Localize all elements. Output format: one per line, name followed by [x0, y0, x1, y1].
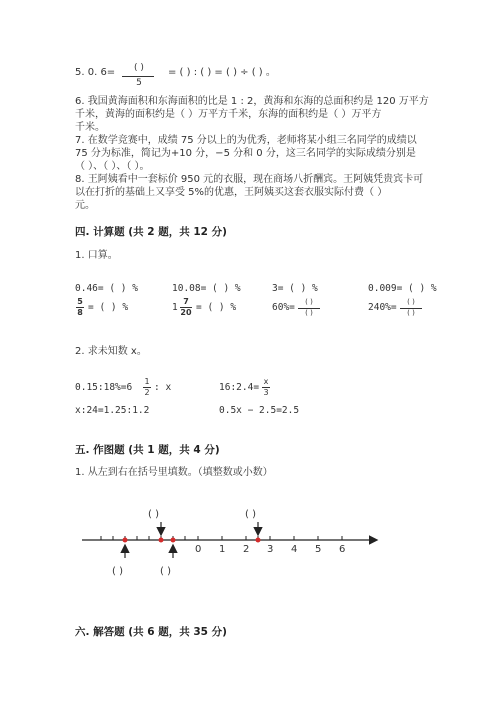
q8-line3: 元。 [75, 200, 95, 211]
blank-below-2: ( ) [160, 566, 171, 577]
blank-below-1: ( ) [112, 566, 123, 577]
eq2-pre: 16:2.4= [219, 382, 260, 393]
point-2 [159, 538, 164, 543]
q6-line1: 6. 我国黄海面积和东海面积的比是 1 : 2，黄海和东海的总面积约是 120 万平方 [75, 96, 429, 107]
q7-line3: （ ）、（ ）、（ ）。 [75, 161, 150, 172]
q7-line1: 7. 在数学竞赛中，成绩 75 分以上的为优秀，老师将某小组三名同学的成绩以 [75, 135, 417, 146]
oral-r2c4-den: ( ) [407, 309, 415, 317]
oral-r2c2-den: 20 [180, 308, 192, 317]
q5-prefix: 5. 0. 6= [75, 67, 116, 78]
eq4: 0.5x − 2.5=2.5 [219, 405, 300, 416]
q7-line2: 75 分为标准，简记为+10 分，−5 分和 0 分，这三名同学的实际成绩分别是 [75, 148, 416, 159]
oral-r2c3-num: ( ) [305, 298, 313, 306]
oral-r1c4: 0.009= ( ) % [368, 283, 437, 294]
q5-frac-bar [122, 76, 154, 77]
point-4 [256, 538, 261, 543]
oral-r2c2-num: 7 [183, 297, 189, 306]
section5-title: 五. 作图题 (共 1 题，共 4 分) [75, 444, 220, 456]
tick-label-0: 0 [195, 544, 202, 555]
oral-r2c2-rest: = ( ) % [196, 302, 237, 313]
oral-r2c4-pre: 240%= [368, 302, 397, 313]
blank-above-2: ( ) [245, 509, 256, 520]
oral-r1c2: 10.08= ( ) % [172, 283, 241, 294]
blank-above-1: ( ) [148, 509, 159, 520]
tick-label-1: 1 [219, 544, 226, 555]
eq1-den: 2 [144, 388, 150, 397]
oral-r2c3-den: ( ) [305, 309, 313, 317]
oral-r1c3: 3= ( ) % [272, 283, 318, 294]
q5-frac-num: ( ) [134, 63, 144, 73]
oral-r2c4-num: ( ) [407, 298, 415, 306]
tick-label-4: 4 [291, 544, 298, 555]
section5-q1: 1. 从左到右在括号里填数。（填整数或小数） [75, 467, 273, 478]
oral-r2c3-pre: 60%= [272, 302, 295, 313]
oral-r1c1: 0.46= ( ) % [75, 283, 138, 294]
eq1-pre: 0.15:18%=6 [75, 382, 133, 393]
oral-r2c1-num: 5 [77, 297, 83, 306]
q5-line [75, 66, 115, 80]
oral-r2c1-den: 8 [77, 308, 83, 317]
q8-line1: 8. 王阿姨看中一套标价 950 元的衣服，现在商场八折酬宾。王阿姨凭贵宾卡可 [75, 174, 424, 185]
tick-label-6: 6 [339, 544, 346, 555]
tick-label-3: 3 [267, 544, 274, 555]
section4-q1-label: 1. 口算。 [75, 250, 118, 261]
tick-label-2: 2 [243, 544, 250, 555]
point-3 [171, 538, 176, 543]
eq1-post: : x [154, 382, 172, 393]
section4-title: 四. 计算题 (共 2 题，共 12 分) [75, 226, 227, 238]
section6-title: 六. 解答题 (共 6 题，共 35 分) [75, 626, 227, 638]
point-1 [123, 538, 128, 543]
q8-line2: 以在打折的基础上又享受 5%的优惠，王阿姨买这套衣服实际付费（ ） [75, 187, 388, 198]
oral-r2c2-whole: 1 [172, 302, 178, 313]
eq3: x:24=1.25:1.2 [75, 405, 150, 416]
q6-line3: 千米。 [75, 122, 105, 133]
tick-label-5: 5 [315, 544, 322, 555]
q5-rest: = ( ) : ( ) = ( ) ÷ ( ) 。 [168, 67, 276, 78]
q6-line2: 千米，黄海的面积约是（ ）万平方千米，东海的面积约是（ ）万平方 [75, 109, 382, 120]
eq1-num: 1 [144, 377, 150, 386]
section4-q2-label: 2. 求未知数 x。 [75, 346, 147, 357]
eq2-den: 3 [263, 388, 269, 397]
q5-frac-den: 5 [136, 78, 142, 88]
eq2-num: x [263, 377, 269, 386]
oral-r2c1-rest: = ( ) % [88, 302, 129, 313]
